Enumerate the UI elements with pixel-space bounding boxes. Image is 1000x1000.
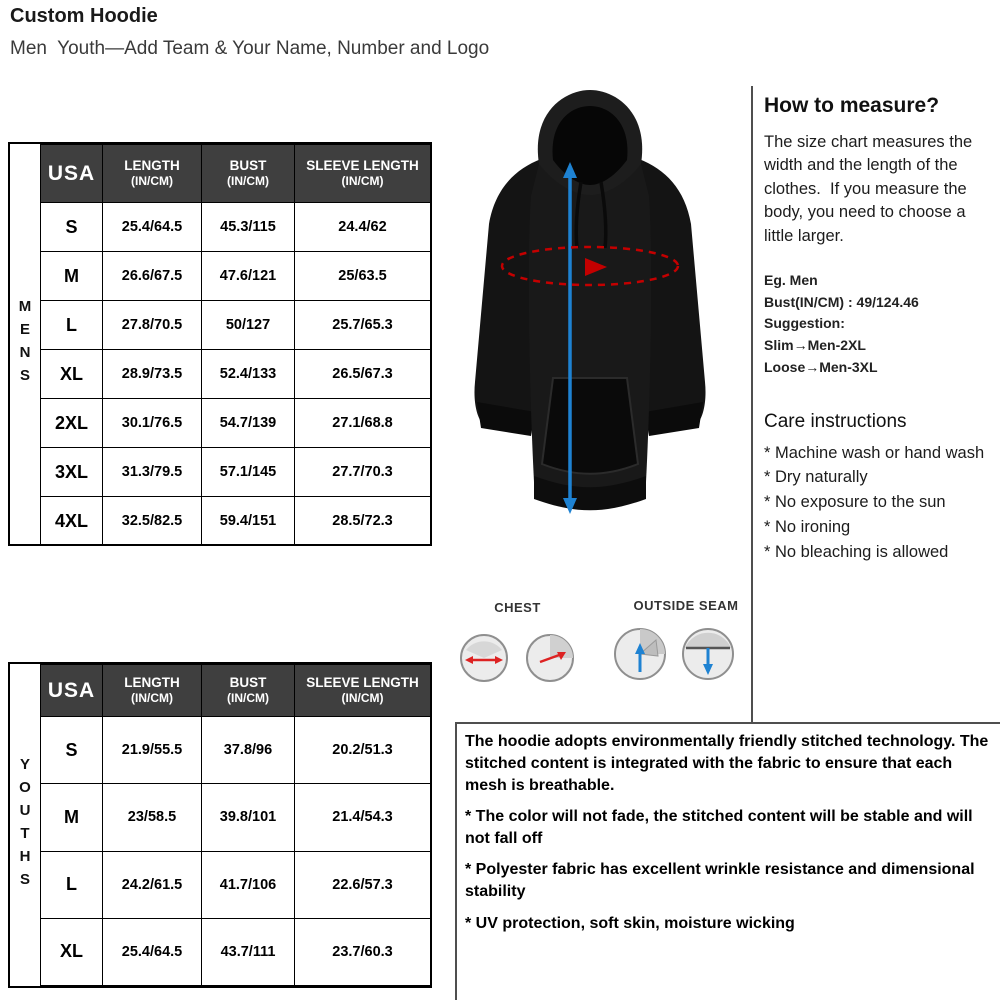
sleeve-cell: 21.4/54.3 [295, 784, 431, 851]
size-cell: XL [41, 918, 103, 985]
sleeve-cell: 26.5/67.3 [295, 350, 431, 399]
how-to-measure-title: How to measure? [764, 94, 940, 117]
length-cell: 26.6/67.5 [103, 252, 202, 301]
bust-cell: 57.1/145 [202, 448, 295, 497]
size-cell: L [41, 301, 103, 350]
size-cell: M [41, 252, 103, 301]
length-cell: 23/58.5 [103, 784, 202, 851]
usa-header: USA [41, 145, 103, 203]
sleeve-cell: 27.7/70.3 [295, 448, 431, 497]
bust-cell: 54.7/139 [202, 399, 295, 448]
care-item: * No bleaching is allowed [764, 542, 949, 561]
bust-cell: 45.3/115 [202, 203, 295, 252]
example-line: Loose→Men-3XL [764, 358, 878, 375]
bust-cell: 47.6/121 [202, 252, 295, 301]
size-cell: S [41, 717, 103, 784]
size-cell: XL [41, 350, 103, 399]
care-item: * Dry naturally [764, 468, 868, 487]
size-cell: 3XL [41, 448, 103, 497]
length-cell: 21.9/55.5 [103, 717, 202, 784]
mens-table-grid [40, 144, 431, 546]
length-cell: 32.5/82.5 [103, 497, 202, 546]
table-row [41, 784, 431, 851]
sleeve-cell: 28.5/72.3 [295, 497, 431, 546]
measure-example [764, 270, 997, 378]
care-instructions-list [764, 443, 997, 564]
hoodie-illustration [430, 84, 750, 594]
table-row [41, 918, 431, 985]
example-line: Suggestion: [764, 315, 845, 332]
length-cell: 24.2/61.5 [103, 851, 202, 918]
care-item: * No ironing [764, 517, 851, 536]
mens-size-table [8, 142, 432, 546]
youths-header-row [41, 665, 431, 717]
table-row [41, 851, 431, 918]
seam-up-icon [612, 626, 668, 682]
product-note: * UV protection, soft skin, moisture wicking [465, 914, 795, 932]
bust-cell: 43.7/111 [202, 918, 295, 985]
size-cell: 2XL [41, 399, 103, 448]
example-line: Eg. Men [764, 272, 818, 289]
length-cell: 25.4/64.5 [103, 203, 202, 252]
size-cell: M [41, 784, 103, 851]
chest-label: CHEST [494, 600, 541, 615]
sleeve-cell: 27.1/68.8 [295, 399, 431, 448]
sleeve-cell: 23.7/60.3 [295, 918, 431, 985]
outside-seam-label: OUTSIDE SEAM [633, 598, 739, 613]
hoodie-photo [430, 84, 750, 594]
sleeve-cell: 25/63.5 [295, 252, 431, 301]
length-cell: 25.4/64.5 [103, 918, 202, 985]
usa-header: USA [41, 665, 103, 717]
bust-header: BUST (IN/CM) [202, 665, 295, 717]
length-header: LENGTH (IN/CM) [103, 145, 202, 203]
right-panel-divider [751, 86, 753, 723]
bust-cell: 37.8/96 [202, 717, 295, 784]
table-row [41, 252, 431, 301]
how-to-measure-body: The size chart measures the width and the length of the clothes. If you measure the body, you need to choose a little larger. [764, 133, 977, 245]
sleeve-header: SLEEVE LENGTH (IN/CM) [295, 665, 431, 717]
care-item: * No exposure to the sun [764, 493, 946, 512]
product-notes-intro: The hoodie adopts environmentally friendly stitched technology. The stitched content is integrated with the fabric to ensure that each mesh is breathable. [465, 733, 989, 795]
sleeve-header: SLEEVE LENGTH (IN/CM) [295, 145, 431, 203]
table-row [41, 717, 431, 784]
bust-cell: 50/127 [202, 301, 295, 350]
care-instructions-title: Care instructions [764, 410, 907, 432]
product-note: * Polyester fabric has excellent wrinkle resistance and dimensional stability [465, 861, 975, 901]
page-title: Custom Hoodie [10, 5, 158, 27]
bust-cell: 41.7/106 [202, 851, 295, 918]
product-notes-panel [455, 722, 1000, 1000]
size-cell: S [41, 203, 103, 252]
sleeve-cell: 24.4/62 [295, 203, 431, 252]
youths-table-grid [40, 664, 431, 986]
sleeve-cell: 20.2/51.3 [295, 717, 431, 784]
bust-header: BUST (IN/CM) [202, 145, 295, 203]
bust-cell: 59.4/151 [202, 497, 295, 546]
table-row [41, 301, 431, 350]
sleeve-cell: 25.7/65.3 [295, 301, 431, 350]
bust-cell: 52.4/133 [202, 350, 295, 399]
size-cell: L [41, 851, 103, 918]
length-cell: 27.8/70.5 [103, 301, 202, 350]
example-line: Bust(IN/CM) : 49/124.46 [764, 293, 919, 310]
how-to-measure-panel [764, 94, 997, 566]
table-row [41, 448, 431, 497]
table-row [41, 203, 431, 252]
mens-header-row [41, 145, 431, 203]
chest-fold-icon [524, 632, 576, 684]
mens-group-label: MENS [16, 298, 34, 390]
care-item: * Machine wash or hand wash [764, 443, 985, 462]
seam-down-icon [680, 626, 736, 682]
table-row [41, 399, 431, 448]
length-cell: 31.3/79.5 [103, 448, 202, 497]
youths-size-table [8, 662, 432, 988]
table-row [41, 350, 431, 399]
bust-cell: 39.8/101 [202, 784, 295, 851]
size-cell: 4XL [41, 497, 103, 546]
length-cell: 30.1/76.5 [103, 399, 202, 448]
length-header: LENGTH (IN/CM) [103, 665, 202, 717]
youths-group-label: YOUTHS [16, 756, 34, 894]
product-note: * The color will not fade, the stitched content will be stable and will not fall off [465, 808, 973, 848]
table-row [41, 497, 431, 546]
page-subtitle: Men Youth—Add Team & Your Name, Number and Logo [10, 38, 490, 59]
sleeve-cell: 22.6/57.3 [295, 851, 431, 918]
length-cell: 28.9/73.5 [103, 350, 202, 399]
example-line: Slim→Men-2XL [764, 337, 866, 354]
chest-width-icon [458, 632, 510, 684]
